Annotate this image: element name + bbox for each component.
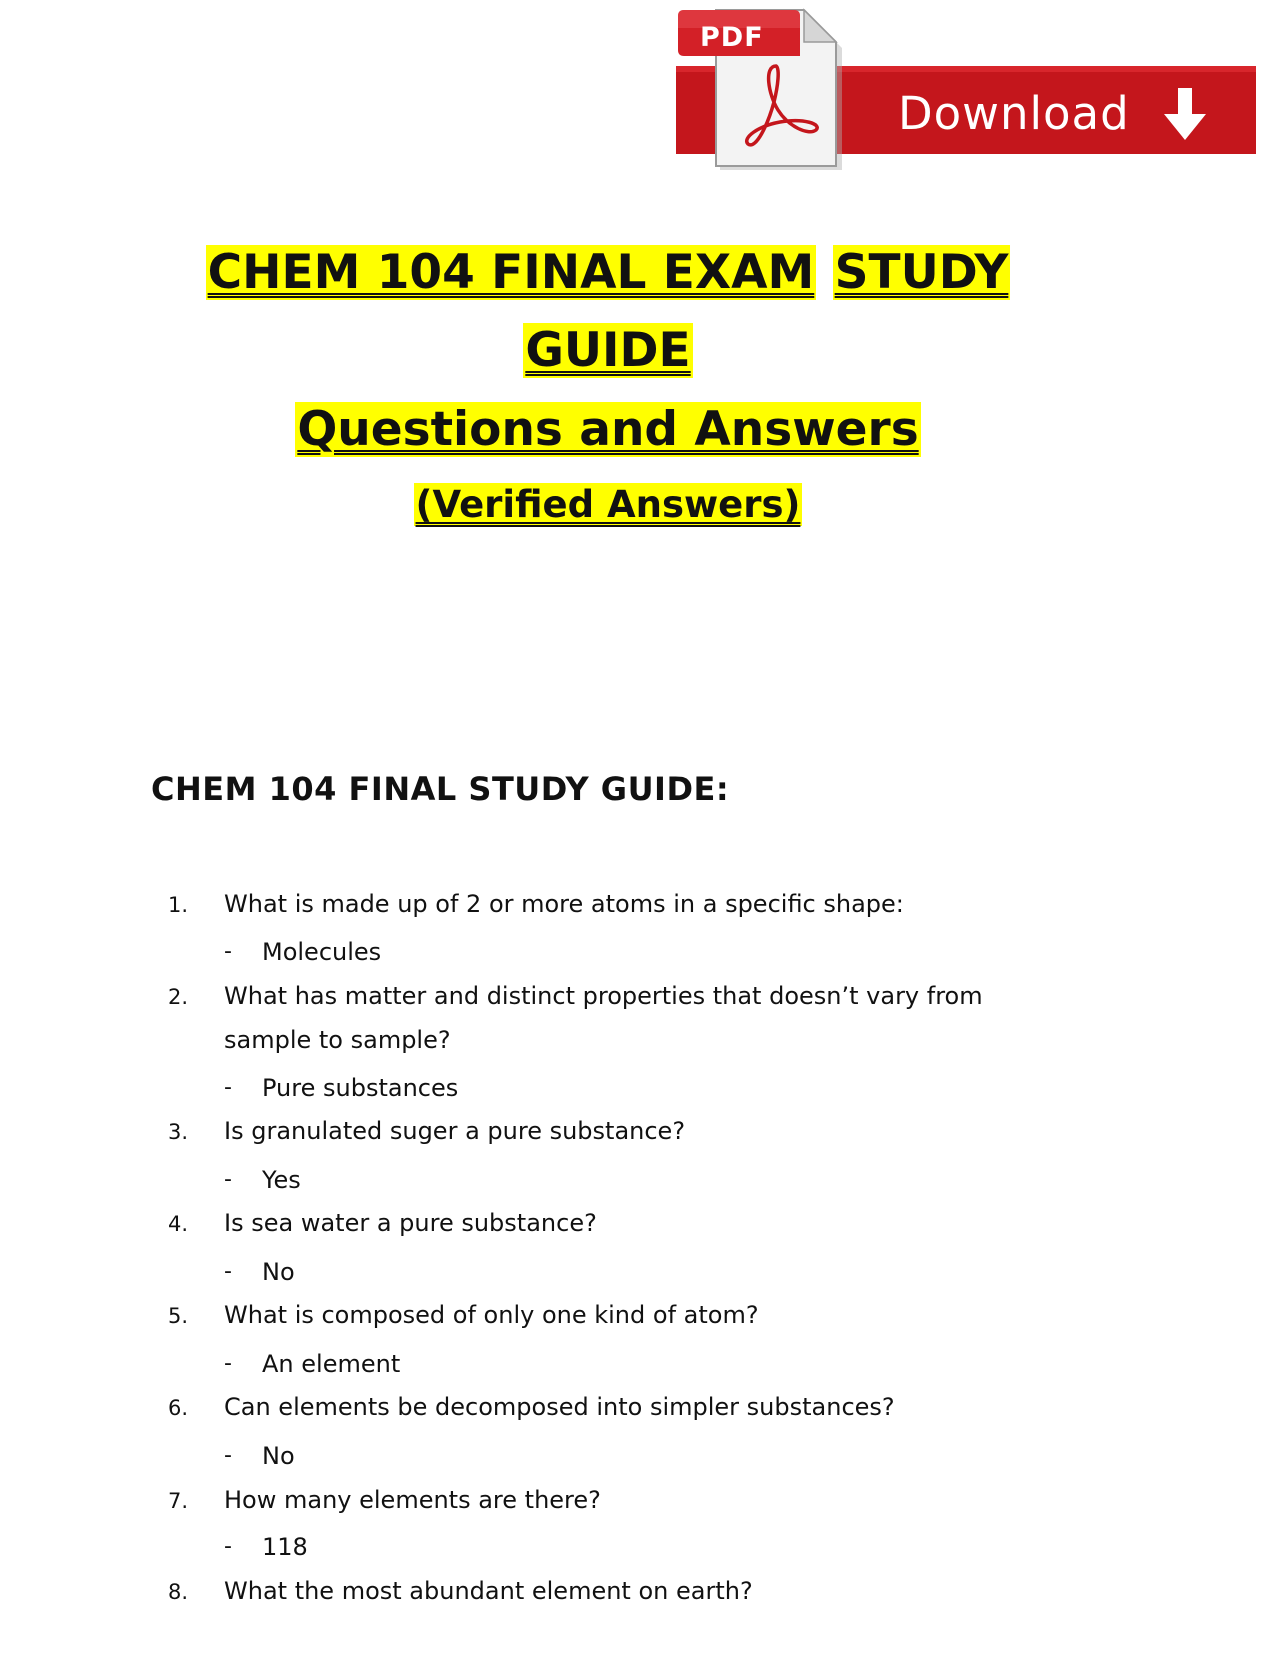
title-part-1: CHEM 104 FINAL EXAM	[207, 245, 815, 300]
answer-text: Molecules	[262, 938, 382, 966]
title-line-2	[0, 312, 1216, 390]
answer-text: Yes	[262, 1166, 301, 1194]
title-guide: GUIDE	[525, 323, 691, 378]
answer-dash: -	[224, 1259, 232, 1284]
pdf-label: PDF	[700, 22, 764, 53]
question-number: 5.	[168, 1304, 189, 1328]
question-number: 6.	[168, 1396, 189, 1420]
answer-dash: -	[224, 939, 232, 964]
question-number: 8.	[168, 1580, 189, 1604]
title-line-3	[0, 390, 1216, 470]
question-number: 7.	[168, 1489, 189, 1513]
answer-dash: -	[224, 1075, 232, 1100]
answer-text: An element	[262, 1350, 401, 1378]
title-part-2: STUDY	[834, 245, 1009, 300]
answer-text: 118	[262, 1533, 308, 1561]
question-number: 4.	[168, 1212, 189, 1236]
title-line-4	[0, 470, 1216, 540]
document-title	[0, 234, 1216, 540]
answer-text: Pure substances	[262, 1074, 459, 1102]
answer-dash: -	[224, 1534, 232, 1559]
answer-text: No	[262, 1442, 295, 1470]
question-text: How many elements are there?	[224, 1486, 601, 1514]
answer-dash: -	[224, 1167, 232, 1192]
question-text: Is sea water a pure substance?	[224, 1209, 597, 1237]
answer-text: No	[262, 1258, 295, 1286]
question-text: What is made up of 2 or more atoms in a specific shape:	[224, 890, 904, 918]
question-text: What is composed of only one kind of atom?	[224, 1301, 759, 1329]
title-qa: Questions and Answers	[297, 402, 919, 457]
question-number: 3.	[168, 1120, 189, 1144]
answer-dash: -	[224, 1443, 232, 1468]
section-heading: CHEM 104 FINAL STUDY GUIDE:	[151, 770, 730, 808]
question-text-continued: sample to sample?	[224, 1026, 451, 1054]
question-text: What has matter and distinct properties that doesn’t vary from	[224, 982, 983, 1010]
question-text: Can elements be decomposed into simpler substances?	[224, 1393, 895, 1421]
title-line-1	[0, 234, 1216, 312]
title-verified: (Verified Answers)	[415, 483, 801, 526]
pdf-download-banner[interactable]	[676, 6, 1256, 170]
download-label: Download	[898, 87, 1130, 140]
question-text: What the most abundant element on earth?	[224, 1577, 753, 1605]
question-text: Is granulated suger a pure substance?	[224, 1117, 686, 1145]
question-number: 2.	[168, 985, 189, 1009]
question-number: 1.	[168, 893, 189, 917]
answer-dash: -	[224, 1351, 232, 1376]
